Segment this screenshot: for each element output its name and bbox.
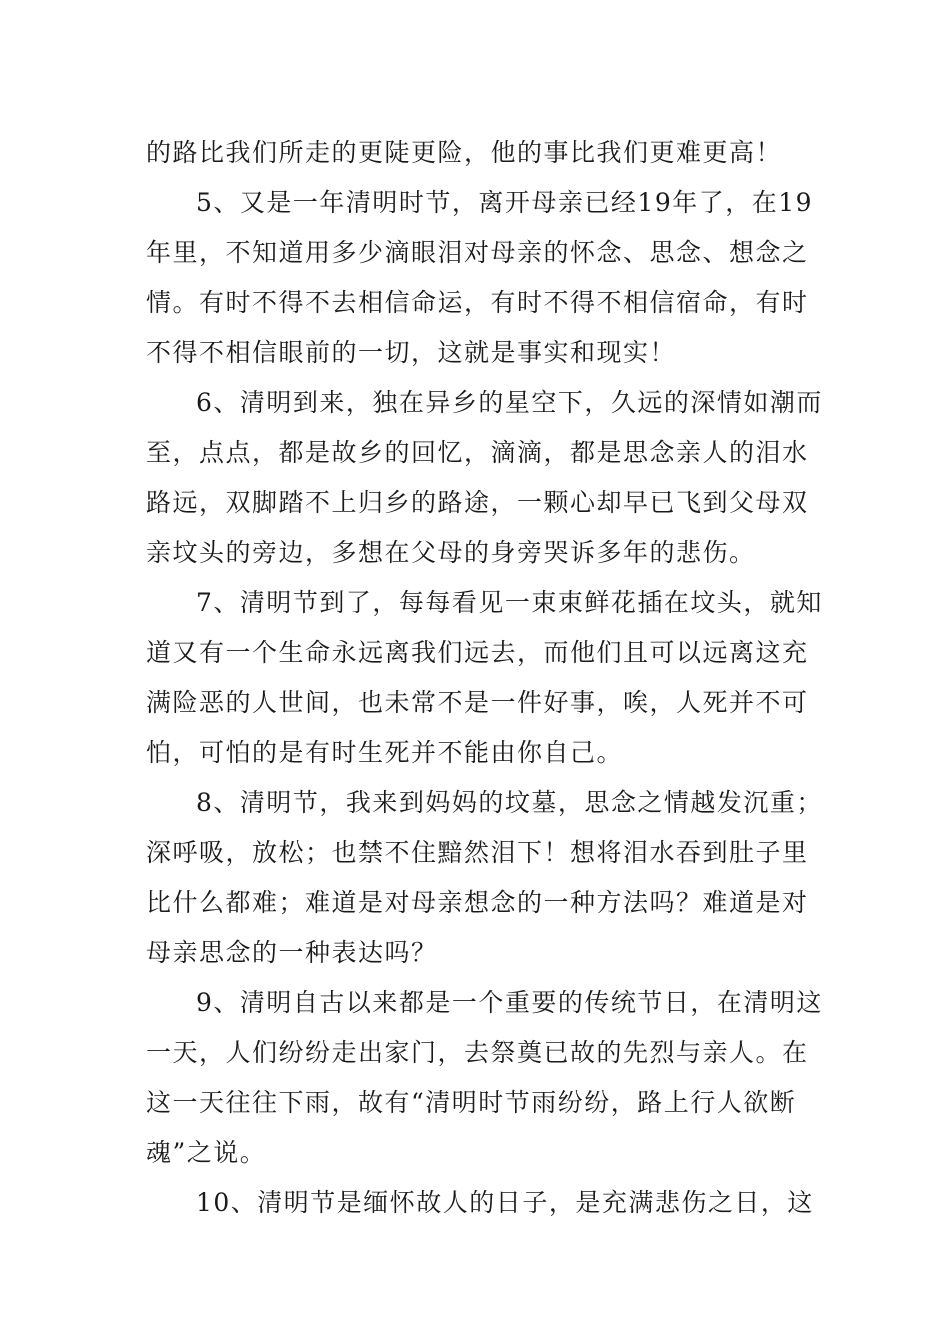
text-line: 魂”之说。 (146, 1138, 267, 1167)
text-line: 满险恶的人世间，也未常不是一件好事，唉，人死并不可 (146, 688, 809, 717)
text-line: 5、又是一年清明时节，离开母亲已经19年了，在19 (196, 188, 814, 217)
text-line: 这一天往往下雨，故有“清明时节雨纷纷，路上行人欲断 (146, 1088, 797, 1117)
text-line: 不得不相信眼前的一切，这就是事实和现实！ (146, 338, 677, 367)
text-line: 7、清明节到了，每每看见一束束鲜花插在坟头，就知 (196, 588, 823, 617)
text-line: 9、清明自古以来都是一个重要的传统节日，在清明这 (196, 988, 823, 1017)
text-line: 道又有一个生命永远离我们远去，而他们且可以远离这充 (146, 638, 809, 667)
text-line: 母亲思念的一种表达吗？ (146, 938, 438, 967)
text-line: 情。有时不得不去相信命运，有时不得不相信宿命，有时 (146, 288, 809, 317)
text-line: 6、清明到来，独在异乡的星空下，久远的深情如潮而 (196, 388, 823, 417)
text-line: 比什么都难；难道是对母亲想念的一种方法吗？难道是对 (146, 888, 809, 917)
text-line: 至，点点，都是故乡的回忆，滴滴，都是思念亲人的泪水 (146, 438, 809, 467)
text-line: 年里，不知道用多少滴眼泪对母亲的怀念、思念、想念之 (146, 238, 809, 267)
text-line: 10、清明节是缅怀故人的日子，是充满悲伤之日，这 (196, 1188, 814, 1217)
text-line: 怕，可怕的是有时生死并不能由你自己。 (146, 738, 624, 767)
text-line: 的路比我们所走的更陡更险，他的事比我们更难更高！ (146, 138, 783, 167)
text-line: 深呼吸，放松；也禁不住黯然泪下！想将泪水吞到肚子里 (146, 838, 809, 867)
text-line: 一天，人们纷纷走出家门，去祭奠已故的先烈与亲人。在 (146, 1038, 809, 1067)
text-line: 路远，双脚踏不上归乡的路途，一颗心却早已飞到父母双 (146, 488, 809, 517)
text-line: 亲坟头的旁边，多想在父母的身旁哭诉多年的悲伤。 (146, 538, 756, 567)
text-line: 8、清明节，我来到妈妈的坟墓，思念之情越发沉重； (196, 788, 823, 817)
